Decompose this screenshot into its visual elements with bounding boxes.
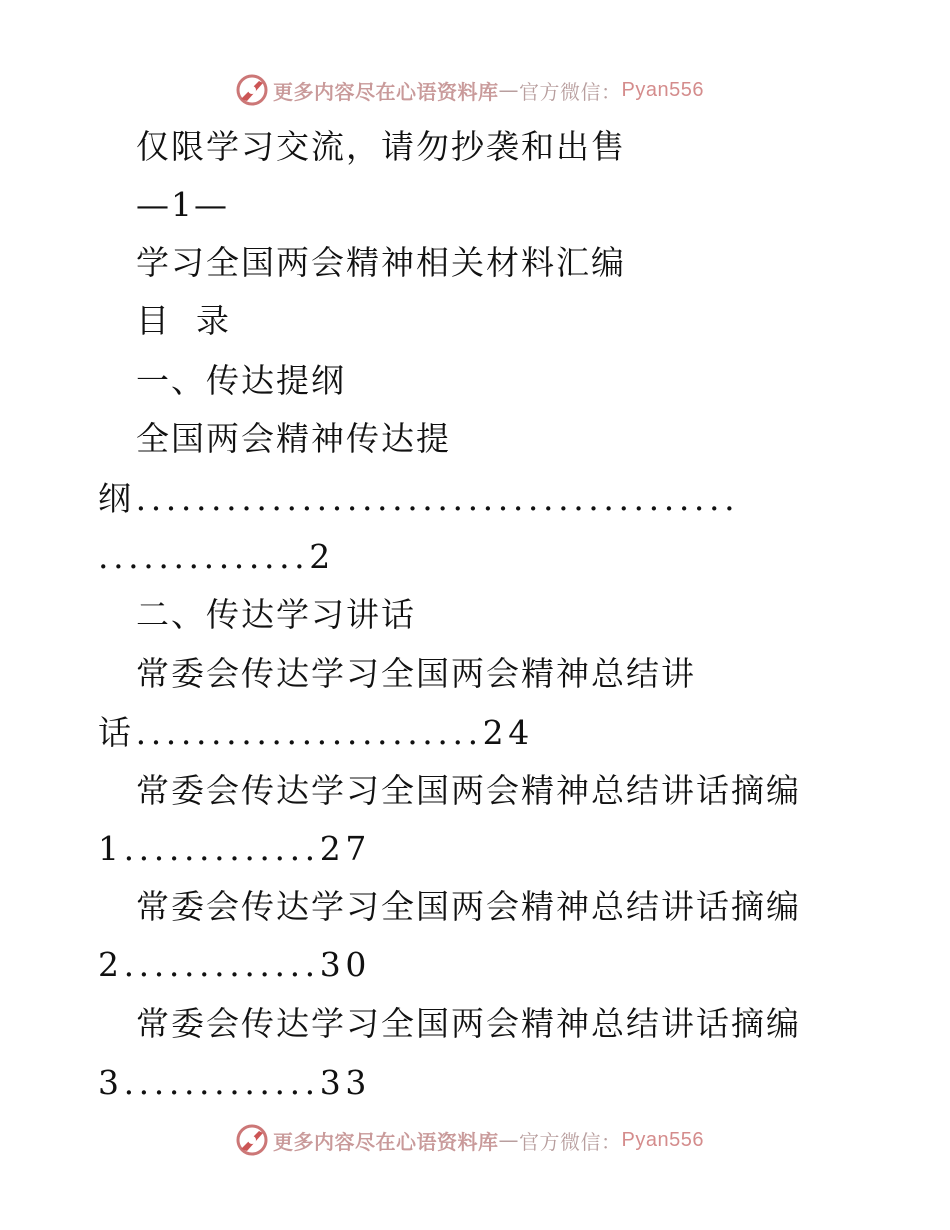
toc-entry-title: 常委会传达学习全国两会精神总结讲 [136,654,696,693]
watermark-middle: 官方微信： [519,1129,622,1154]
watermark-bottom [235,1122,704,1158]
document-title: 学习全国两会精神相关材料汇编 [136,243,626,282]
toc-entry-leader: 话.......................24 [98,713,534,752]
toc-entry-leader: 纲........................................ [98,479,740,518]
watermark-prefix: 更多内容尽在心语资料库 [273,79,499,104]
watermark-middle: 官方微信： [519,79,622,104]
section-heading-1: 一、传达提纲 [136,361,346,400]
quill-logo-icon [235,73,269,107]
toc-entry-leader: 3.............33 [98,1063,371,1102]
watermark-dash: — [498,1128,519,1152]
section-heading-2: 二、传达学习讲话 [136,595,416,634]
quill-logo-icon [235,1123,269,1157]
watermark-top [235,72,704,108]
toc-heading: 目 录 [136,301,231,340]
watermark-prefix: 更多内容尽在心语资料库 [273,1129,499,1154]
toc-entry-title: 常委会传达学习全国两会精神总结讲话摘编 [136,771,801,810]
toc-entry-page: ..............2 [98,537,335,576]
page-number: —1— [136,185,229,224]
disclaimer-line: 仅限学习交流，请勿抄袭和出售 [136,127,626,166]
toc-entry-leader: 2.............30 [98,945,371,984]
toc-entry-title: 常委会传达学习全国两会精神总结讲话摘编 [136,1004,801,1043]
toc-entry-title: 全国两会精神传达提 [136,419,451,458]
watermark-dash: — [498,78,519,102]
watermark-wechat-id: Pyan556 [621,78,704,101]
watermark-wechat-id: Pyan556 [621,1128,704,1151]
toc-entry-title: 常委会传达学习全国两会精神总结讲话摘编 [136,887,801,926]
toc-entry-leader: 1.............27 [98,829,371,868]
